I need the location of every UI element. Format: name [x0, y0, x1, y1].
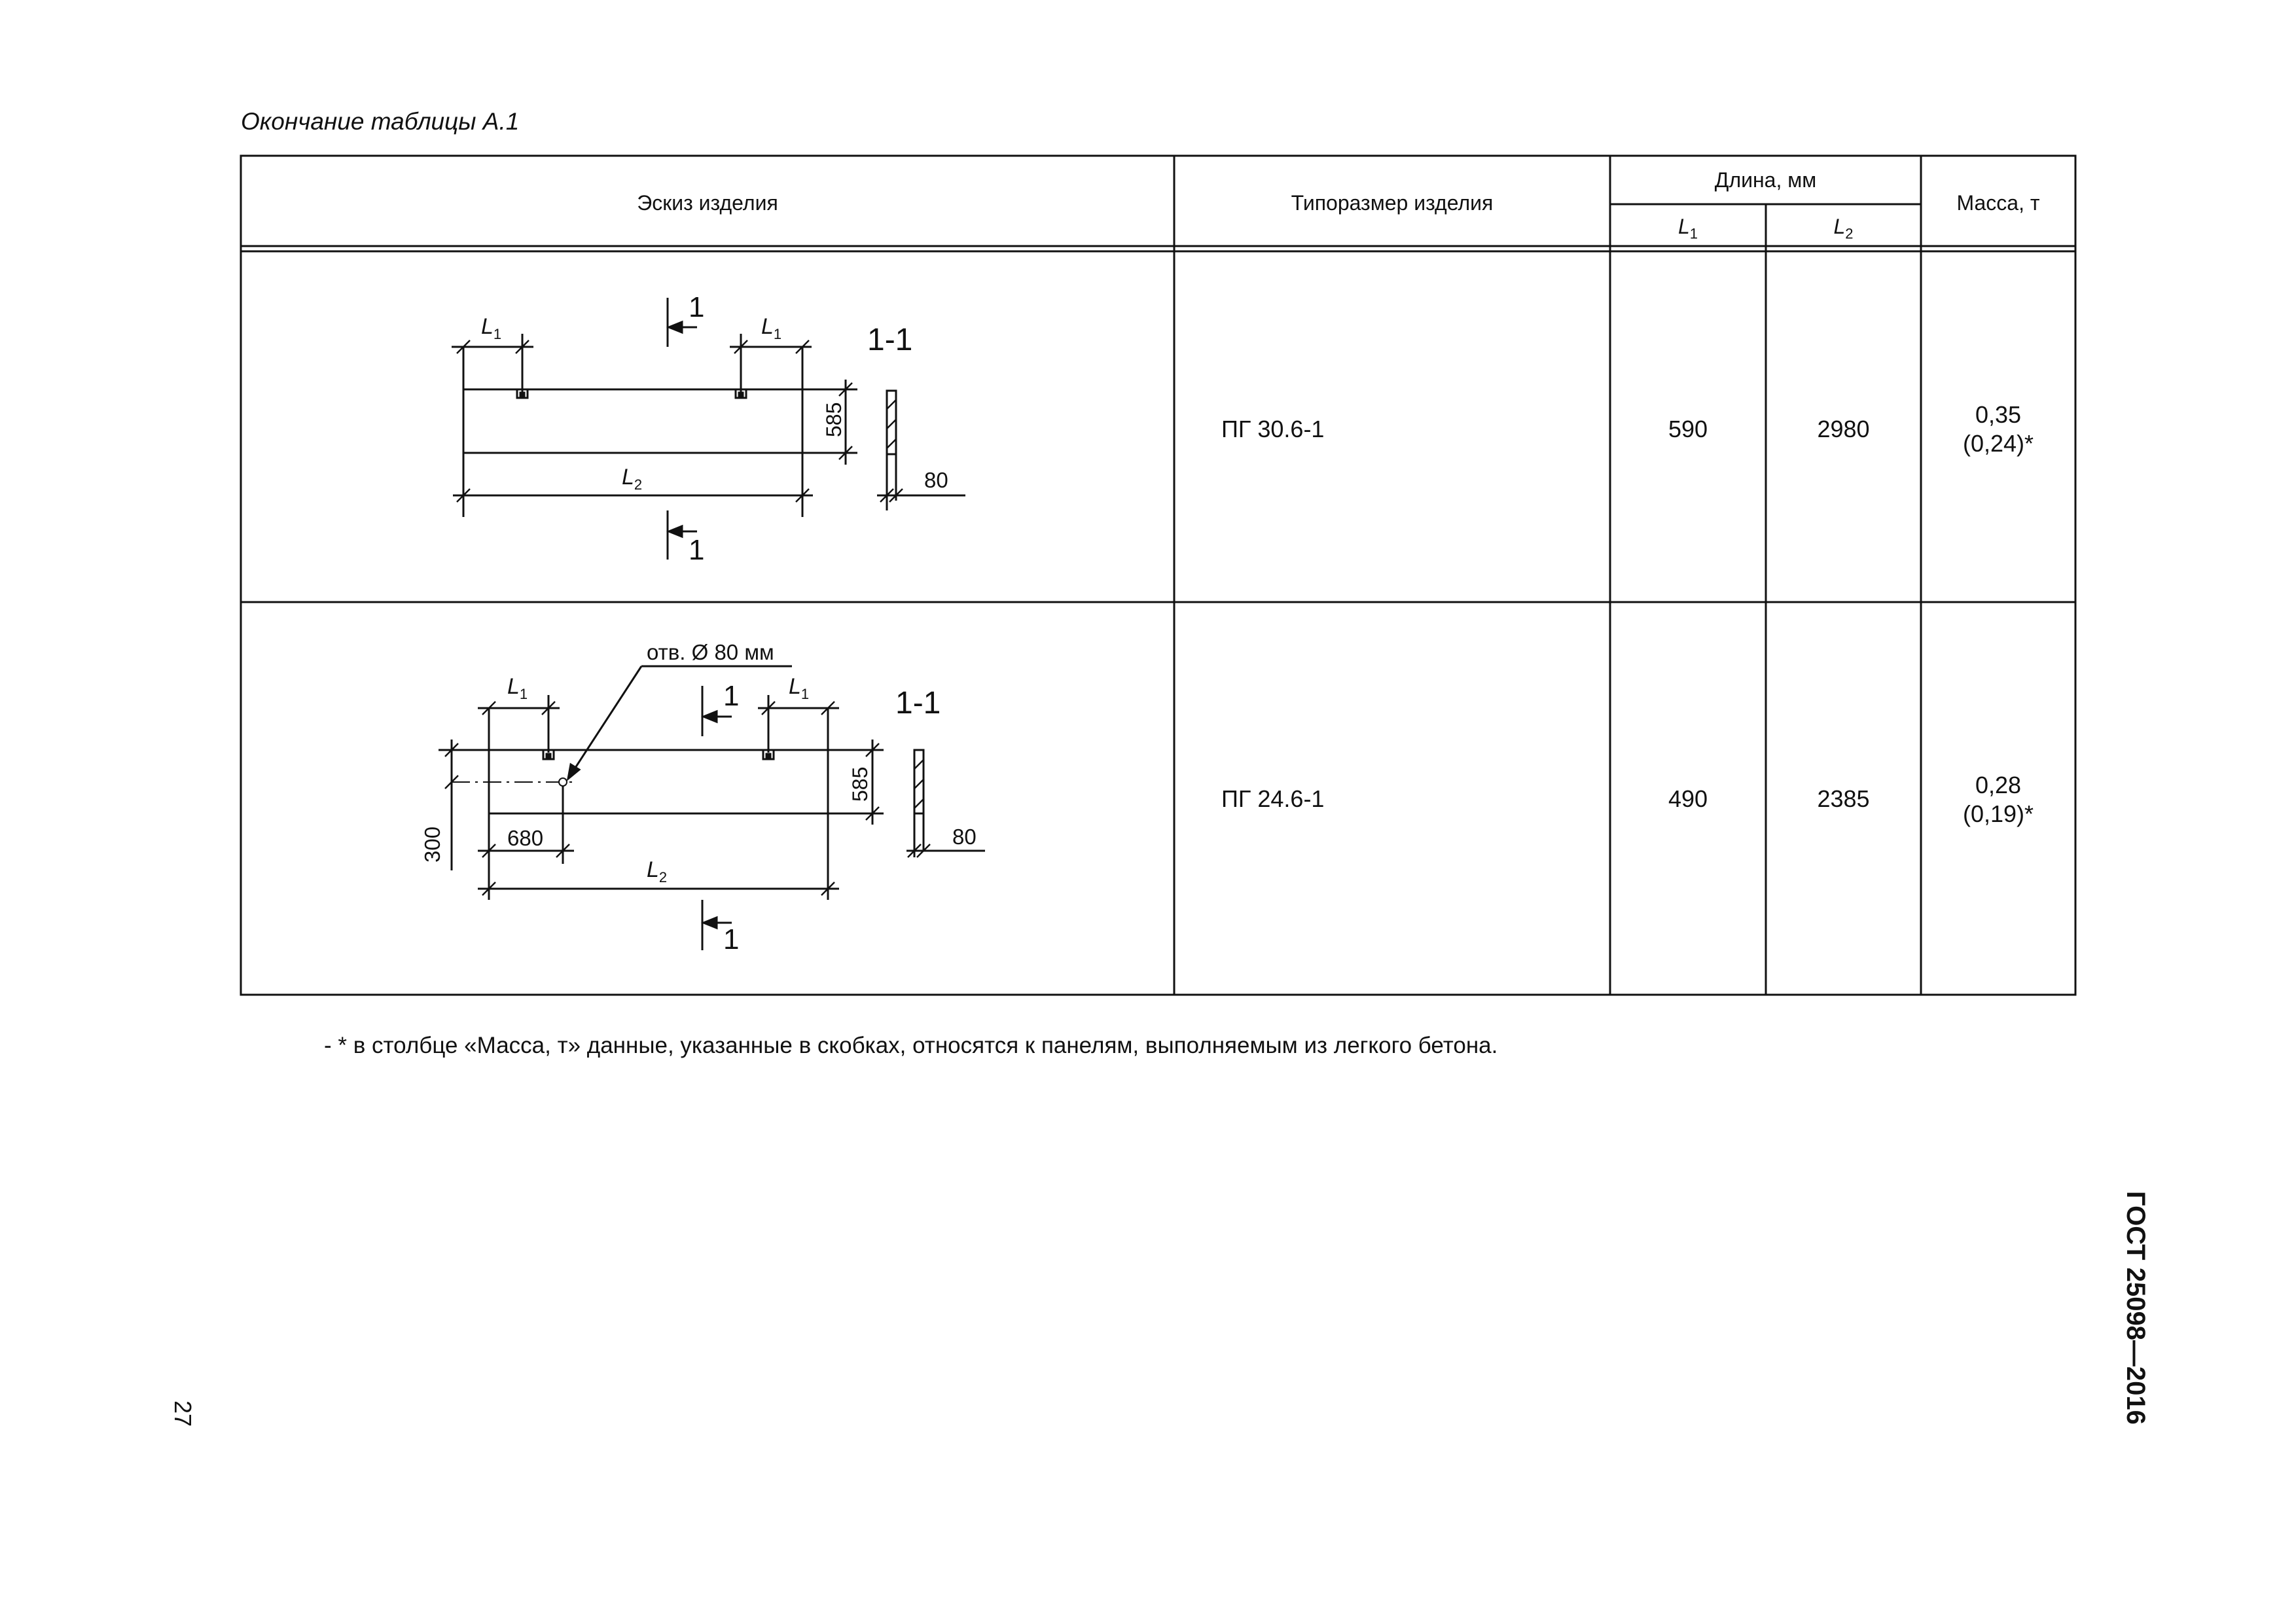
row2-type: ПГ 24.6-1 [1221, 785, 1325, 812]
table-footnote: - * в столбце «Масса, т» данные, указанные в скобках, относятся к панелям, выполняемым из легкого бетона. [324, 1033, 1498, 1058]
sketch2-offset-y: 300 [420, 826, 444, 863]
sketch1-l1-left: $L_1$ [481, 314, 502, 342]
sketch2-section-label: 1-1 [895, 686, 941, 721]
row1-type: ПГ 30.6-1 [1221, 416, 1325, 442]
sketch2-section-mark-bottom: 1 [723, 923, 740, 955]
sketch2-l1-right: $L_1$ [789, 674, 810, 702]
document-id: ГОСТ 25098—2016 [2121, 1191, 2150, 1425]
sketch1-section-mark-top: 1 [689, 291, 705, 323]
row1-l1: 590 [1668, 416, 1708, 442]
sketch2-offset-x: 680 [507, 826, 544, 850]
sketch2-section-mark-top: 1 [723, 680, 740, 712]
sketch2-height: 585 [848, 766, 872, 802]
header-l2: $L_2$ [1833, 215, 1854, 242]
sketch2-hole-label: отв. Ø 80 мм [647, 640, 774, 664]
row1-mass-light: (0,24)* [1962, 430, 2034, 457]
sketch1-l1-right: $L_1$ [761, 314, 782, 342]
header-type: Типоразмер изделия [1291, 191, 1494, 215]
header-length: Длина, мм [1714, 168, 1817, 192]
sketch1-section-label: 1-1 [867, 323, 913, 357]
table-caption: Окончание таблицы А.1 [241, 108, 520, 135]
row2-mass-main: 0,28 [1975, 772, 2022, 798]
row2-mass-light: (0,19)* [1962, 800, 2034, 827]
sketch2-l2: $L_2$ [647, 857, 668, 885]
header-sketch: Эскиз изделия [637, 191, 778, 215]
page-number: 27 [170, 1400, 196, 1427]
sketch1-l2: $L_2$ [622, 465, 643, 493]
sketch1-height: 585 [822, 402, 846, 437]
sketch2-thickness: 80 [952, 825, 977, 849]
sketch1-thickness: 80 [924, 468, 948, 492]
row2-l2: 2385 [1817, 785, 1870, 812]
header-mass: Масса, т [1956, 191, 2040, 215]
row2-l1: 490 [1668, 785, 1708, 812]
row1-mass-main: 0,35 [1975, 401, 2022, 428]
sketch1-section-mark-bottom: 1 [689, 534, 705, 566]
header-l1: $L_1$ [1677, 215, 1698, 242]
row1-l2: 2980 [1817, 416, 1870, 442]
sketch2-l1-left: $L_1$ [507, 674, 528, 702]
